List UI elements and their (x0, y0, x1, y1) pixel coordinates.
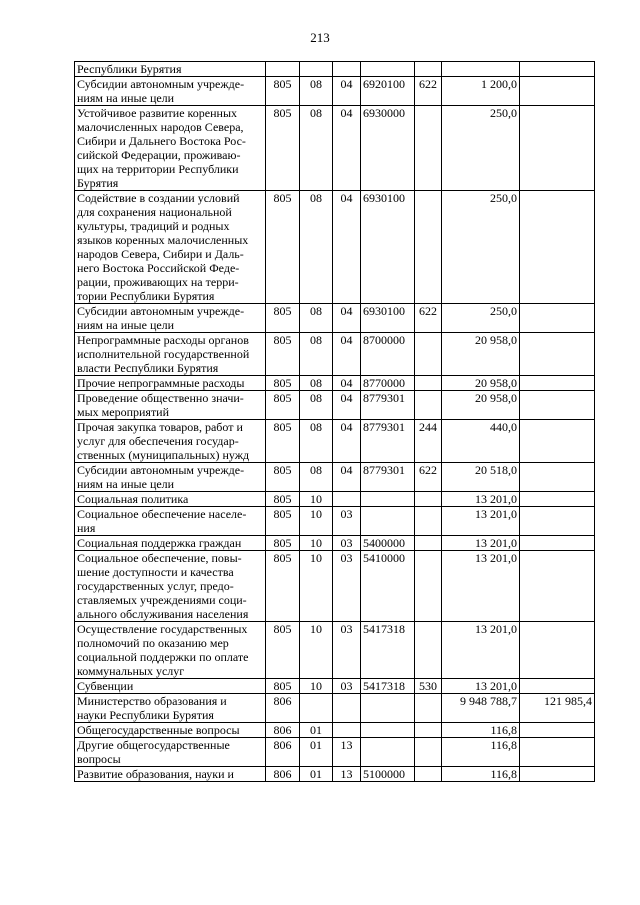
amount-cell: 440,0 (442, 420, 520, 463)
target-article-cell (361, 723, 415, 738)
subsection-code-cell: 04 (333, 376, 361, 391)
ved-code-cell: 806 (266, 723, 300, 738)
ved-code-cell: 805 (266, 304, 300, 333)
item-name-line: Прочие непрограммные расходы (77, 376, 245, 390)
item-name-line: социальной поддержки по оплате (77, 650, 249, 664)
target-article-cell: 6930100 (361, 191, 415, 304)
item-name-line: науки Республики Бурятия (77, 708, 214, 722)
ved-code-cell: 805 (266, 333, 300, 376)
item-name-line: Социальное обеспечение населе- (77, 507, 247, 521)
subsection-code-cell: 04 (333, 463, 361, 492)
amount-cell: 116,8 (442, 738, 520, 767)
section-code-cell: 10 (300, 622, 333, 679)
ved-code-cell: 805 (266, 191, 300, 304)
amount-cell: 1 200,0 (442, 77, 520, 106)
amount-secondary-cell (520, 492, 595, 507)
section-code-cell: 08 (300, 77, 333, 106)
item-name-line: ниям на иные цели (77, 477, 175, 491)
item-name-line: государственных услуг, предо- (77, 579, 234, 593)
item-name-line: исполнительной государственной (77, 347, 250, 361)
subsection-code-cell: 04 (333, 391, 361, 420)
expense-type-cell (415, 106, 442, 191)
item-name-line: ставляемых учреждениями соци- (77, 593, 247, 607)
item-name-cell (75, 304, 266, 333)
subsection-code-cell: 03 (333, 622, 361, 679)
section-code-cell: 08 (300, 333, 333, 376)
amount-cell: 250,0 (442, 106, 520, 191)
target-article-cell: 8770000 (361, 376, 415, 391)
section-code-cell: 08 (300, 304, 333, 333)
item-name-line: малочисленных народов Севера, (77, 120, 244, 134)
item-name-line: ниям на иные цели (77, 318, 175, 332)
item-name-line: культуры, традиций и родных (77, 219, 230, 233)
ved-code-cell: 805 (266, 391, 300, 420)
expense-type-cell: 530 (415, 679, 442, 694)
item-name-line: рации, проживающих на терри- (77, 275, 239, 289)
target-article-cell: 5100000 (361, 767, 415, 782)
table-row (75, 694, 595, 723)
budget-table (74, 61, 595, 782)
subsection-code-cell: 13 (333, 767, 361, 782)
amount-secondary-cell (520, 738, 595, 767)
ved-code-cell: 805 (266, 376, 300, 391)
ved-code-cell: 805 (266, 77, 300, 106)
item-name-line: Социальное обеспечение, повы- (77, 551, 242, 565)
target-article-cell: 5417318 (361, 622, 415, 679)
section-code-cell (300, 694, 333, 723)
item-name-cell (75, 376, 266, 391)
item-name-line: ния (77, 521, 96, 535)
section-code-cell: 10 (300, 679, 333, 694)
amount-cell: 20 958,0 (442, 333, 520, 376)
target-article-cell (361, 492, 415, 507)
section-code-cell: 08 (300, 376, 333, 391)
expense-type-cell (415, 507, 442, 536)
item-name-cell (75, 463, 266, 492)
amount-cell: 20 958,0 (442, 376, 520, 391)
target-article-cell: 8779301 (361, 391, 415, 420)
amount-secondary-cell (520, 106, 595, 191)
item-name-cell (75, 333, 266, 376)
amount-cell: 9 948 788,7 (442, 694, 520, 723)
section-code-cell: 10 (300, 551, 333, 622)
table-row (75, 536, 595, 551)
subsection-code-cell (333, 62, 361, 77)
item-name-line: мых мероприятий (77, 405, 170, 419)
table-row (75, 304, 595, 333)
item-name-line: сийской Федерации, проживаю- (77, 148, 241, 162)
table-row (75, 551, 595, 622)
item-name-line: него Востока Российской Феде- (77, 261, 240, 275)
expense-type-cell (415, 62, 442, 77)
amount-cell: 13 201,0 (442, 622, 520, 679)
item-name-line: Прочая закупка товаров, работ и (77, 420, 243, 434)
subsection-code-cell: 03 (333, 507, 361, 536)
table-row (75, 420, 595, 463)
amount-secondary-cell (520, 77, 595, 106)
subsection-code-cell: 04 (333, 77, 361, 106)
amount-cell: 13 201,0 (442, 536, 520, 551)
item-name-cell (75, 420, 266, 463)
target-article-cell: 8700000 (361, 333, 415, 376)
section-code-cell (300, 62, 333, 77)
item-name-line: Бурятия (77, 176, 119, 190)
table-row (75, 77, 595, 106)
item-name-cell (75, 106, 266, 191)
ved-code-cell: 806 (266, 738, 300, 767)
item-name-line: Устойчивое развитие коренных (77, 106, 238, 120)
item-name-cell (75, 191, 266, 304)
target-article-cell (361, 738, 415, 767)
item-name-line: коммунальных услуг (77, 664, 185, 678)
section-code-cell: 01 (300, 723, 333, 738)
amount-secondary-cell (520, 622, 595, 679)
amount-cell: 116,8 (442, 723, 520, 738)
item-name-cell (75, 551, 266, 622)
amount-cell (442, 62, 520, 77)
amount-secondary-cell (520, 507, 595, 536)
target-article-cell: 6930000 (361, 106, 415, 191)
ved-code-cell: 805 (266, 622, 300, 679)
subsection-code-cell (333, 492, 361, 507)
item-name-cell (75, 391, 266, 420)
ved-code-cell: 805 (266, 507, 300, 536)
item-name-line: народов Севера, Сибири и Даль- (77, 247, 244, 261)
item-name-line: Субсидии автономным учрежде- (77, 77, 245, 91)
amount-secondary-cell (520, 391, 595, 420)
item-name-line: Сибири и Дальнего Востока Рос- (77, 134, 246, 148)
item-name-line: Субвенции (77, 679, 134, 693)
amount-secondary-cell (520, 304, 595, 333)
section-code-cell: 08 (300, 106, 333, 191)
ved-code-cell (266, 62, 300, 77)
table-row (75, 738, 595, 767)
item-name-line: услуг для обеспечения государ- (77, 434, 239, 448)
item-name-line: ственных (муниципальных) нужд (77, 448, 250, 462)
ved-code-cell: 805 (266, 551, 300, 622)
section-code-cell: 10 (300, 492, 333, 507)
subsection-code-cell: 13 (333, 738, 361, 767)
table-row (75, 333, 595, 376)
amount-cell: 13 201,0 (442, 551, 520, 622)
target-article-cell (361, 507, 415, 536)
ved-code-cell: 805 (266, 536, 300, 551)
section-code-cell: 10 (300, 507, 333, 536)
expense-type-cell: 622 (415, 463, 442, 492)
subsection-code-cell (333, 694, 361, 723)
expense-type-cell (415, 333, 442, 376)
item-name-line: вопросы (77, 752, 121, 766)
section-code-cell: 01 (300, 738, 333, 767)
amount-secondary-cell (520, 551, 595, 622)
table-row (75, 62, 595, 77)
ved-code-cell: 805 (266, 420, 300, 463)
expense-type-cell (415, 376, 442, 391)
item-name-cell (75, 77, 266, 106)
ved-code-cell: 806 (266, 694, 300, 723)
item-name-line: ниям на иные цели (77, 91, 175, 105)
target-article-cell: 5417318 (361, 679, 415, 694)
item-name-cell (75, 767, 266, 782)
expense-type-cell (415, 694, 442, 723)
table-row (75, 106, 595, 191)
item-name-line: ального обслуживания населения (77, 607, 249, 621)
amount-secondary-cell (520, 191, 595, 304)
target-article-cell (361, 62, 415, 77)
target-article-cell (361, 694, 415, 723)
expense-type-cell (415, 551, 442, 622)
subsection-code-cell (333, 723, 361, 738)
ved-code-cell: 806 (266, 767, 300, 782)
expense-type-cell (415, 723, 442, 738)
subsection-code-cell: 04 (333, 191, 361, 304)
item-name-cell (75, 492, 266, 507)
subsection-code-cell: 04 (333, 304, 361, 333)
item-name-line: Социальная политика (77, 492, 189, 506)
table-row (75, 723, 595, 738)
table-row (75, 767, 595, 782)
table-row (75, 191, 595, 304)
expense-type-cell (415, 391, 442, 420)
item-name-line: Республики Бурятия (77, 62, 182, 76)
ved-code-cell: 805 (266, 106, 300, 191)
expense-type-cell: 244 (415, 420, 442, 463)
amount-cell: 13 201,0 (442, 492, 520, 507)
item-name-line: Другие общегосударственные (77, 738, 230, 752)
table-row (75, 679, 595, 694)
amount-secondary-cell (520, 333, 595, 376)
ved-code-cell: 805 (266, 679, 300, 694)
subsection-code-cell: 04 (333, 420, 361, 463)
amount-secondary-cell (520, 536, 595, 551)
amount-cell: 116,8 (442, 767, 520, 782)
expense-type-cell (415, 536, 442, 551)
item-name-line: полномочий по оказанию мер (77, 636, 229, 650)
item-name-line: Министерство образования и (77, 694, 227, 708)
section-code-cell: 08 (300, 463, 333, 492)
target-article-cell: 8779301 (361, 463, 415, 492)
subsection-code-cell: 04 (333, 333, 361, 376)
item-name-line: шение доступности и качества (77, 565, 234, 579)
expense-type-cell (415, 191, 442, 304)
amount-secondary-cell (520, 679, 595, 694)
item-name-cell (75, 62, 266, 77)
target-article-cell: 5400000 (361, 536, 415, 551)
item-name-cell (75, 622, 266, 679)
item-name-cell (75, 738, 266, 767)
amount-secondary-cell (520, 723, 595, 738)
table-body (75, 62, 595, 782)
target-article-cell: 8779301 (361, 420, 415, 463)
amount-secondary-cell (520, 62, 595, 77)
table-row (75, 376, 595, 391)
table-row (75, 391, 595, 420)
table-row (75, 507, 595, 536)
subsection-code-cell: 03 (333, 679, 361, 694)
item-name-line: Развитие образования, науки и (77, 767, 234, 781)
page-number: 213 (310, 30, 330, 45)
target-article-cell: 6930100 (361, 304, 415, 333)
expense-type-cell (415, 767, 442, 782)
ved-code-cell: 805 (266, 463, 300, 492)
expense-type-cell (415, 492, 442, 507)
subsection-code-cell: 03 (333, 536, 361, 551)
item-name-line: Субсидии автономным учрежде- (77, 463, 245, 477)
amount-secondary-cell (520, 420, 595, 463)
amount-cell: 13 201,0 (442, 679, 520, 694)
ved-code-cell: 805 (266, 492, 300, 507)
item-name-line: Субсидии автономным учрежде- (77, 304, 245, 318)
item-name-line: для сохранения национальной (77, 205, 232, 219)
item-name-line: Проведение общественно значи- (77, 391, 244, 405)
item-name-line: Общегосударственные вопросы (77, 723, 240, 737)
section-code-cell: 08 (300, 420, 333, 463)
target-article-cell: 6920100 (361, 77, 415, 106)
amount-secondary-cell: 121 985,4 (520, 694, 595, 723)
table-row (75, 463, 595, 492)
item-name-line: языков коренных малочисленных (77, 233, 249, 247)
expense-type-cell: 622 (415, 304, 442, 333)
section-code-cell: 10 (300, 536, 333, 551)
item-name-line: власти Республики Бурятия (77, 361, 219, 375)
item-name-cell (75, 694, 266, 723)
item-name-line: Непрограммные расходы органов (77, 333, 249, 347)
table-row (75, 622, 595, 679)
item-name-line: Осуществление государственных (77, 622, 248, 636)
item-name-cell (75, 723, 266, 738)
item-name-line: тории Республики Бурятия (77, 289, 215, 303)
item-name-line: щих на территории Республики (77, 162, 239, 176)
amount-cell: 250,0 (442, 191, 520, 304)
subsection-code-cell: 03 (333, 551, 361, 622)
item-name-line: Содействие в создании условий (77, 191, 240, 205)
item-name-cell (75, 679, 266, 694)
expense-type-cell (415, 738, 442, 767)
target-article-cell: 5410000 (361, 551, 415, 622)
subsection-code-cell: 04 (333, 106, 361, 191)
expense-type-cell (415, 622, 442, 679)
amount-cell: 250,0 (442, 304, 520, 333)
expense-type-cell: 622 (415, 77, 442, 106)
amount-secondary-cell (520, 767, 595, 782)
amount-secondary-cell (520, 376, 595, 391)
amount-cell: 13 201,0 (442, 507, 520, 536)
item-name-line: Социальная поддержка граждан (77, 536, 242, 550)
section-code-cell: 01 (300, 767, 333, 782)
amount-cell: 20 518,0 (442, 463, 520, 492)
item-name-cell (75, 536, 266, 551)
amount-cell: 20 958,0 (442, 391, 520, 420)
table-row (75, 492, 595, 507)
section-code-cell: 08 (300, 391, 333, 420)
section-code-cell: 08 (300, 191, 333, 304)
item-name-cell (75, 507, 266, 536)
amount-secondary-cell (520, 463, 595, 492)
